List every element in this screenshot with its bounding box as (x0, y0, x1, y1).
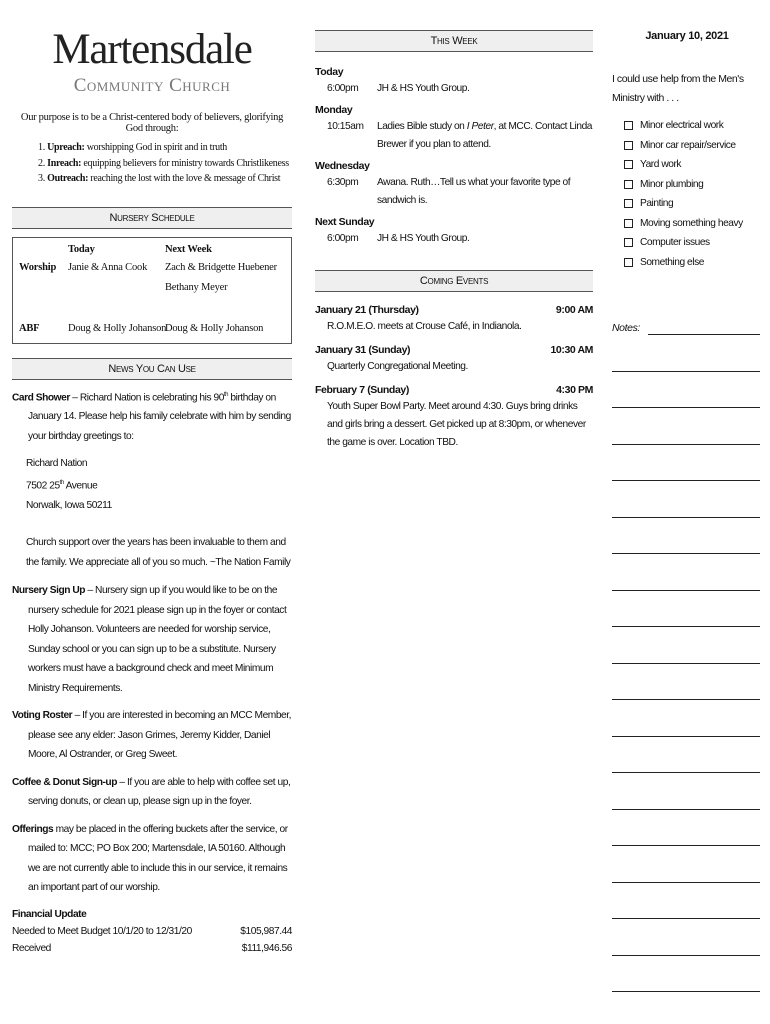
left-column (12, 28, 292, 957)
day-label: Next Sunday (315, 216, 375, 228)
purpose-item: 2. Inreach: equipping believers for ministry towards Christlikeness (38, 157, 289, 169)
checkbox-icon[interactable] (624, 219, 633, 228)
note-line (612, 371, 760, 372)
note-line (612, 663, 760, 664)
checkbox-icon[interactable] (624, 141, 633, 150)
help-option[interactable]: Painting (624, 194, 762, 214)
coming-event-desc: Quarterly Congregational Meeting. (327, 361, 468, 372)
this-week-list (315, 64, 593, 248)
financial-update: Financial Update Needed to Meet Budget 10/1/20 to 12/31/20 $105,987.44 Received $111,946.56 (12, 906, 292, 957)
help-option[interactable]: Minor car repair/service (624, 136, 762, 156)
help-option[interactable]: Moving something heavy (624, 214, 762, 234)
middle-column (315, 30, 593, 452)
bulletin-date: January 10, 2021 (645, 30, 729, 42)
checkbox-icon[interactable] (624, 258, 633, 267)
help-option[interactable]: Yard work (624, 155, 762, 175)
nation-family-thanks: Church support over the years has been invaluable to them and the family. We appreciate all of you so much. ~The Nation Family (26, 537, 291, 568)
checkbox-icon[interactable] (624, 238, 633, 247)
note-line (612, 699, 760, 700)
col-next-week: Next Week (165, 243, 212, 255)
week-event: 6:00pm JH & HS Youth Group. (327, 233, 470, 244)
note-line (612, 955, 760, 956)
purpose-item: 3. Outreach: reaching the lost with the love & message of Christ (38, 173, 281, 184)
nursery-schedule-table (12, 237, 292, 344)
help-option[interactable]: Something else (624, 253, 762, 273)
coffee-donut-item: Coffee & Donut Sign-up – If you are able to help with coffee set up, serving donuts, or clean up, please sign up in the foyer. (12, 776, 291, 808)
week-event: 6:00pm JH & HS Youth Group. (327, 83, 470, 94)
worship-today: Janie & Anna Cook (68, 261, 148, 273)
this-week-heading: This Week (315, 30, 593, 52)
day-label: Wednesday (315, 160, 370, 172)
help-option[interactable]: Computer issues (624, 233, 762, 253)
help-prompt: I could use help from the Men's Ministry with . . . (612, 73, 744, 104)
notes-area[interactable] (612, 290, 762, 1010)
coming-event-desc: R.O.M.E.O. meets at Crouse Café, in Indianola. (327, 321, 522, 332)
financial-row: Needed to Meet Budget 10/1/20 to 12/31/20 $105,987.44 (12, 925, 292, 937)
note-line (612, 772, 760, 773)
week-event: 10:15am Ladies Bible study on I Peter, at MCC. Contact Linda Brewer if you plan to attend. (327, 121, 593, 150)
card-shower-item: Card Shower – Richard Nation is celebrating his 90th birthday on January 14. Please help his family celebrate with him by sending your birthday greetings to: (12, 391, 291, 442)
note-line (612, 991, 760, 992)
checkbox-icon[interactable] (624, 180, 633, 189)
checkbox-icon[interactable] (624, 160, 633, 169)
checkbox-icon[interactable] (624, 199, 633, 208)
abf-next: Doug & Holly Johanson (165, 322, 264, 334)
note-line (612, 590, 760, 591)
coming-events-heading: Coming Events (315, 270, 593, 292)
note-line (612, 882, 760, 883)
col-today: Today (68, 243, 95, 255)
purpose-item: 1. Upreach: worshipping God in spirit and in truth (38, 142, 227, 153)
nursery-schedule-heading: Nursery Schedule (12, 207, 292, 229)
news-heading: News You Can Use (12, 358, 292, 380)
coming-event-desc: Youth Super Bowl Party. Meet around 4:30. Guys bring drinks and girls bring a dessert. Get picked up at 8:30pm, or whenever the game is over. Location TBD. (327, 401, 586, 448)
worship-next-2: Bethany Meyer (165, 281, 228, 293)
note-line (612, 553, 760, 554)
help-options (624, 116, 762, 272)
purpose-list (38, 140, 292, 187)
financial-row: Received $111,946.56 (12, 942, 292, 954)
note-line (612, 626, 760, 627)
purpose-statement: Our purpose is to be a Christ-centered body of believers, glorifying God through: (20, 112, 284, 134)
note-line (612, 845, 760, 846)
coming-events-list (315, 302, 593, 452)
voting-roster-item: Voting Roster – If you are interested in becoming an MCC Member, please see any elder: Jason Grimes, Jeremy Kidder, Daniel Moore, Al Ostrander, or Greg Sweet. (12, 710, 292, 761)
checkbox-icon[interactable] (624, 121, 633, 130)
help-option[interactable]: Minor plumbing (624, 175, 762, 195)
row-label-abf: ABF (19, 322, 40, 334)
offerings-item: Offerings may be placed in the offering buckets after the service, or mailed to: MCC; PO Box 200; Martensdale, IA 50160. Although we are not currently able to include this in our service, it remains an important part of our worship. (12, 823, 288, 894)
day-label: Today (315, 66, 344, 78)
week-event: 6:30pm Awana. Ruth…Tell us what your favorite type of sandwich is. (327, 177, 571, 206)
help-option[interactable]: Minor electrical work (624, 116, 762, 136)
day-label: Monday (315, 104, 353, 116)
notes-label: Notes: (612, 322, 640, 334)
note-line (612, 444, 760, 445)
note-line (648, 334, 760, 335)
church-name: Martensdale (52, 26, 252, 73)
mailing-address: Richard Nation 7502 25th Avenue Norwalk, Iowa 50211 (26, 458, 112, 511)
church-subtitle: Community Church (73, 75, 231, 96)
news-section (12, 386, 292, 957)
note-line (612, 517, 760, 518)
coming-event-header: January 31 (Sunday) 10:30 AM (315, 344, 593, 356)
worship-next-1: Zach & Bridgette Huebener (165, 261, 277, 273)
abf-today: Doug & Holly Johanson (68, 322, 167, 334)
note-line (612, 736, 760, 737)
coming-event-header: January 21 (Thursday) 9:00 AM (315, 304, 593, 316)
note-line (612, 809, 760, 810)
note-line (612, 918, 760, 919)
note-line (612, 407, 760, 408)
coming-event-header: February 7 (Sunday) 4:30 PM (315, 384, 593, 396)
note-line (612, 480, 760, 481)
right-column (612, 30, 762, 272)
row-label-worship: Worship (19, 261, 57, 273)
nursery-signup-item: Nursery Sign Up – Nursery sign up if you would like to be on the nursery schedule for 2021 please sign up in the foyer or contact Holly Johanson. Volunteers are needed for worship service, Sunday school or you can sign up to be a substitute. Nursery workers must have a background check and meet Minimum Ministry Requirements. (12, 585, 287, 694)
